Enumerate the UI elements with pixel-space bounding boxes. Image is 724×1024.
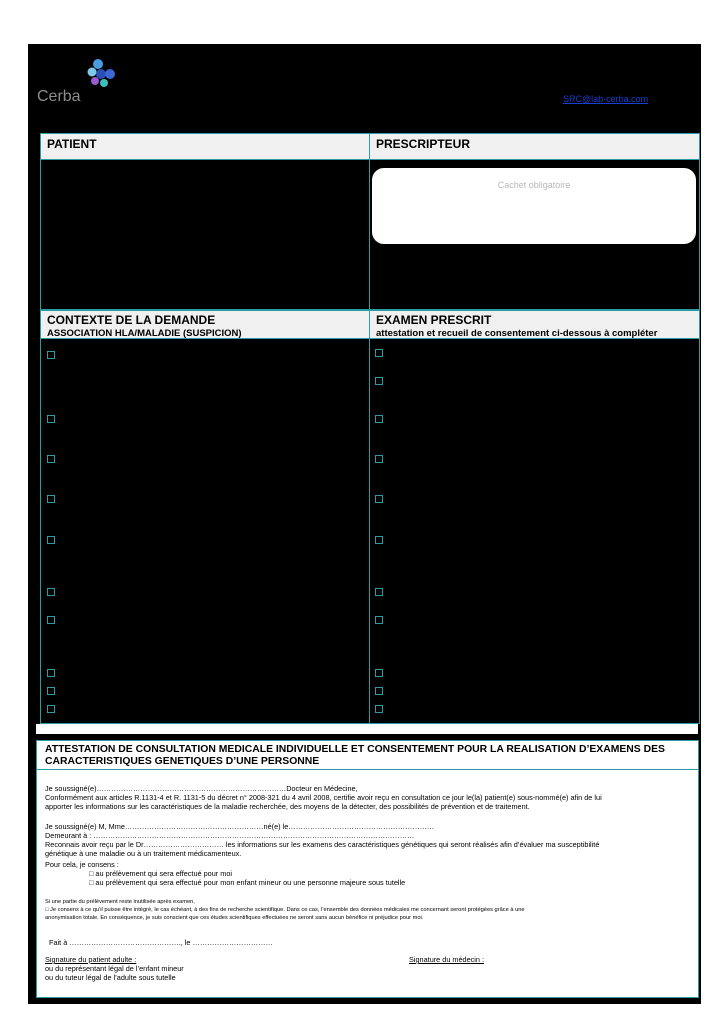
- contexte-header: [40, 310, 370, 339]
- checkbox[interactable]: [375, 705, 383, 713]
- checkbox[interactable]: [47, 616, 55, 624]
- prescripteur-header: PRESCRIPTEUR: [369, 133, 700, 160]
- contexte-title: CONTEXTE DE LA DEMANDE: [47, 313, 216, 327]
- checkbox[interactable]: [375, 377, 383, 385]
- patient-header: PATIENT: [40, 133, 370, 160]
- examen-panel: [369, 339, 700, 724]
- checkbox[interactable]: [47, 705, 55, 713]
- checkbox[interactable]: [375, 616, 383, 624]
- checkbox[interactable]: [47, 588, 55, 596]
- checkbox[interactable]: [375, 669, 383, 677]
- checkbox[interactable]: [47, 687, 55, 695]
- consent-research-option[interactable]: □ Je consens à ce qu’il puisse être intégré, le cas échéant, à des fins de recherche scientifique. Dans ce cas, l’ensemble des données médicales me concernant seront protégées grâce à une: [45, 907, 525, 913]
- attestation-text: Reconnais avoir reçu par le Dr…………………………… les informations sur les examens des caractéristiques génétiques qui seront réalisés afin d’évaluer ma susceptibilité: [45, 840, 600, 849]
- attestation-text: anonymisation totale. En conséquence, je suis conscient que ces études scientifiques effectuées ne seront sans aucun bénéfice ni préjudice pour moi.: [45, 915, 424, 921]
- checkbox[interactable]: [375, 415, 383, 423]
- attestation-text: Demeurant à : ……………………………………………………………………………………………………………………: [45, 831, 415, 840]
- checkbox[interactable]: [47, 536, 55, 544]
- examen-title: EXAMEN PRESCRIT: [376, 313, 492, 327]
- attestation-section: [36, 740, 699, 998]
- attestation-text: génétique à une maladie ou à un traitement médicamenteux.: [45, 849, 242, 858]
- cachet-label: Cachet obligatoire: [497, 180, 571, 190]
- patient-panel[interactable]: [40, 160, 370, 310]
- section-divider: [36, 724, 698, 734]
- consent-option-self[interactable]: □ au prélèvement qui sera effectué pour moi: [89, 869, 232, 878]
- fait-a-line: Fait à ………………………………………., le ……………………………: [49, 938, 273, 947]
- attestation-text: apporter les informations sur les caractéristiques de la maladie recherchée, des moyens de la détecter, des possibilités de prévention et de traitement.: [45, 802, 530, 811]
- checkbox[interactable]: [375, 588, 383, 596]
- contexte-subtitle: ASSOCIATION HLA/MALADIE (SUSPICION): [47, 328, 242, 339]
- checkbox[interactable]: [375, 687, 383, 695]
- attestation-text: Je soussigné(e)……………………………………………………………………Docteur en Médecine,: [45, 784, 358, 793]
- contact-email-link[interactable]: SRC@lab-cerba.com: [563, 94, 649, 104]
- consent-option-minor[interactable]: □ au prélèvement qui sera effectué pour mon enfant mineur ou une personne majeure sous tutelle: [89, 878, 406, 887]
- checkbox[interactable]: [375, 349, 383, 357]
- logo-text: Cerba: [37, 88, 81, 105]
- attestation-title: ATTESTATION DE CONSULTATION MEDICALE INDIVIDUELLE ET CONSENTEMENT POUR LA REALISATION D’EXAMENS DES CARACTERISTIQUES GENETIQUES D’UNE PERSONNE: [37, 741, 698, 770]
- checkbox[interactable]: [47, 351, 55, 359]
- checkbox[interactable]: [375, 455, 383, 463]
- signature-patient-label: Signature du patient adulte :: [45, 955, 137, 964]
- checkbox[interactable]: [47, 415, 55, 423]
- examen-subtitle: attestation et recueil de consentement ci-dessous à compléter: [376, 328, 658, 339]
- attestation-text: Pour cela, je consens :: [45, 860, 119, 869]
- checkbox[interactable]: [375, 495, 383, 503]
- checkbox[interactable]: [375, 536, 383, 544]
- attestation-text: Je soussigné(e) M, Mme…………………………………………………né(e) le……………………………………………………: [45, 822, 435, 831]
- checkbox[interactable]: [47, 495, 55, 503]
- checkbox[interactable]: [47, 455, 55, 463]
- attestation-text: Si une partie du prélèvement reste inutilisée après examen,: [45, 899, 195, 905]
- signature-representant: ou du représentant légal de l’enfant mineur: [45, 964, 184, 973]
- examen-header: [369, 310, 700, 339]
- signature-tuteur: ou du tuteur légal de l’adulte sous tutelle: [45, 973, 176, 982]
- signature-medecin-label: Signature du médecin :: [409, 955, 485, 964]
- contexte-panel: [40, 339, 370, 724]
- cachet-box[interactable]: [372, 168, 696, 244]
- attestation-text: Conformément aux articles R.1131-4 et R. 1131-5 du décret n° 2008-321 du 4 avril 2008, certifie avoir reçu en consultation ce jour le(la) patient(e) sous-nommé(e) afin de lui: [45, 793, 602, 802]
- checkbox[interactable]: [47, 669, 55, 677]
